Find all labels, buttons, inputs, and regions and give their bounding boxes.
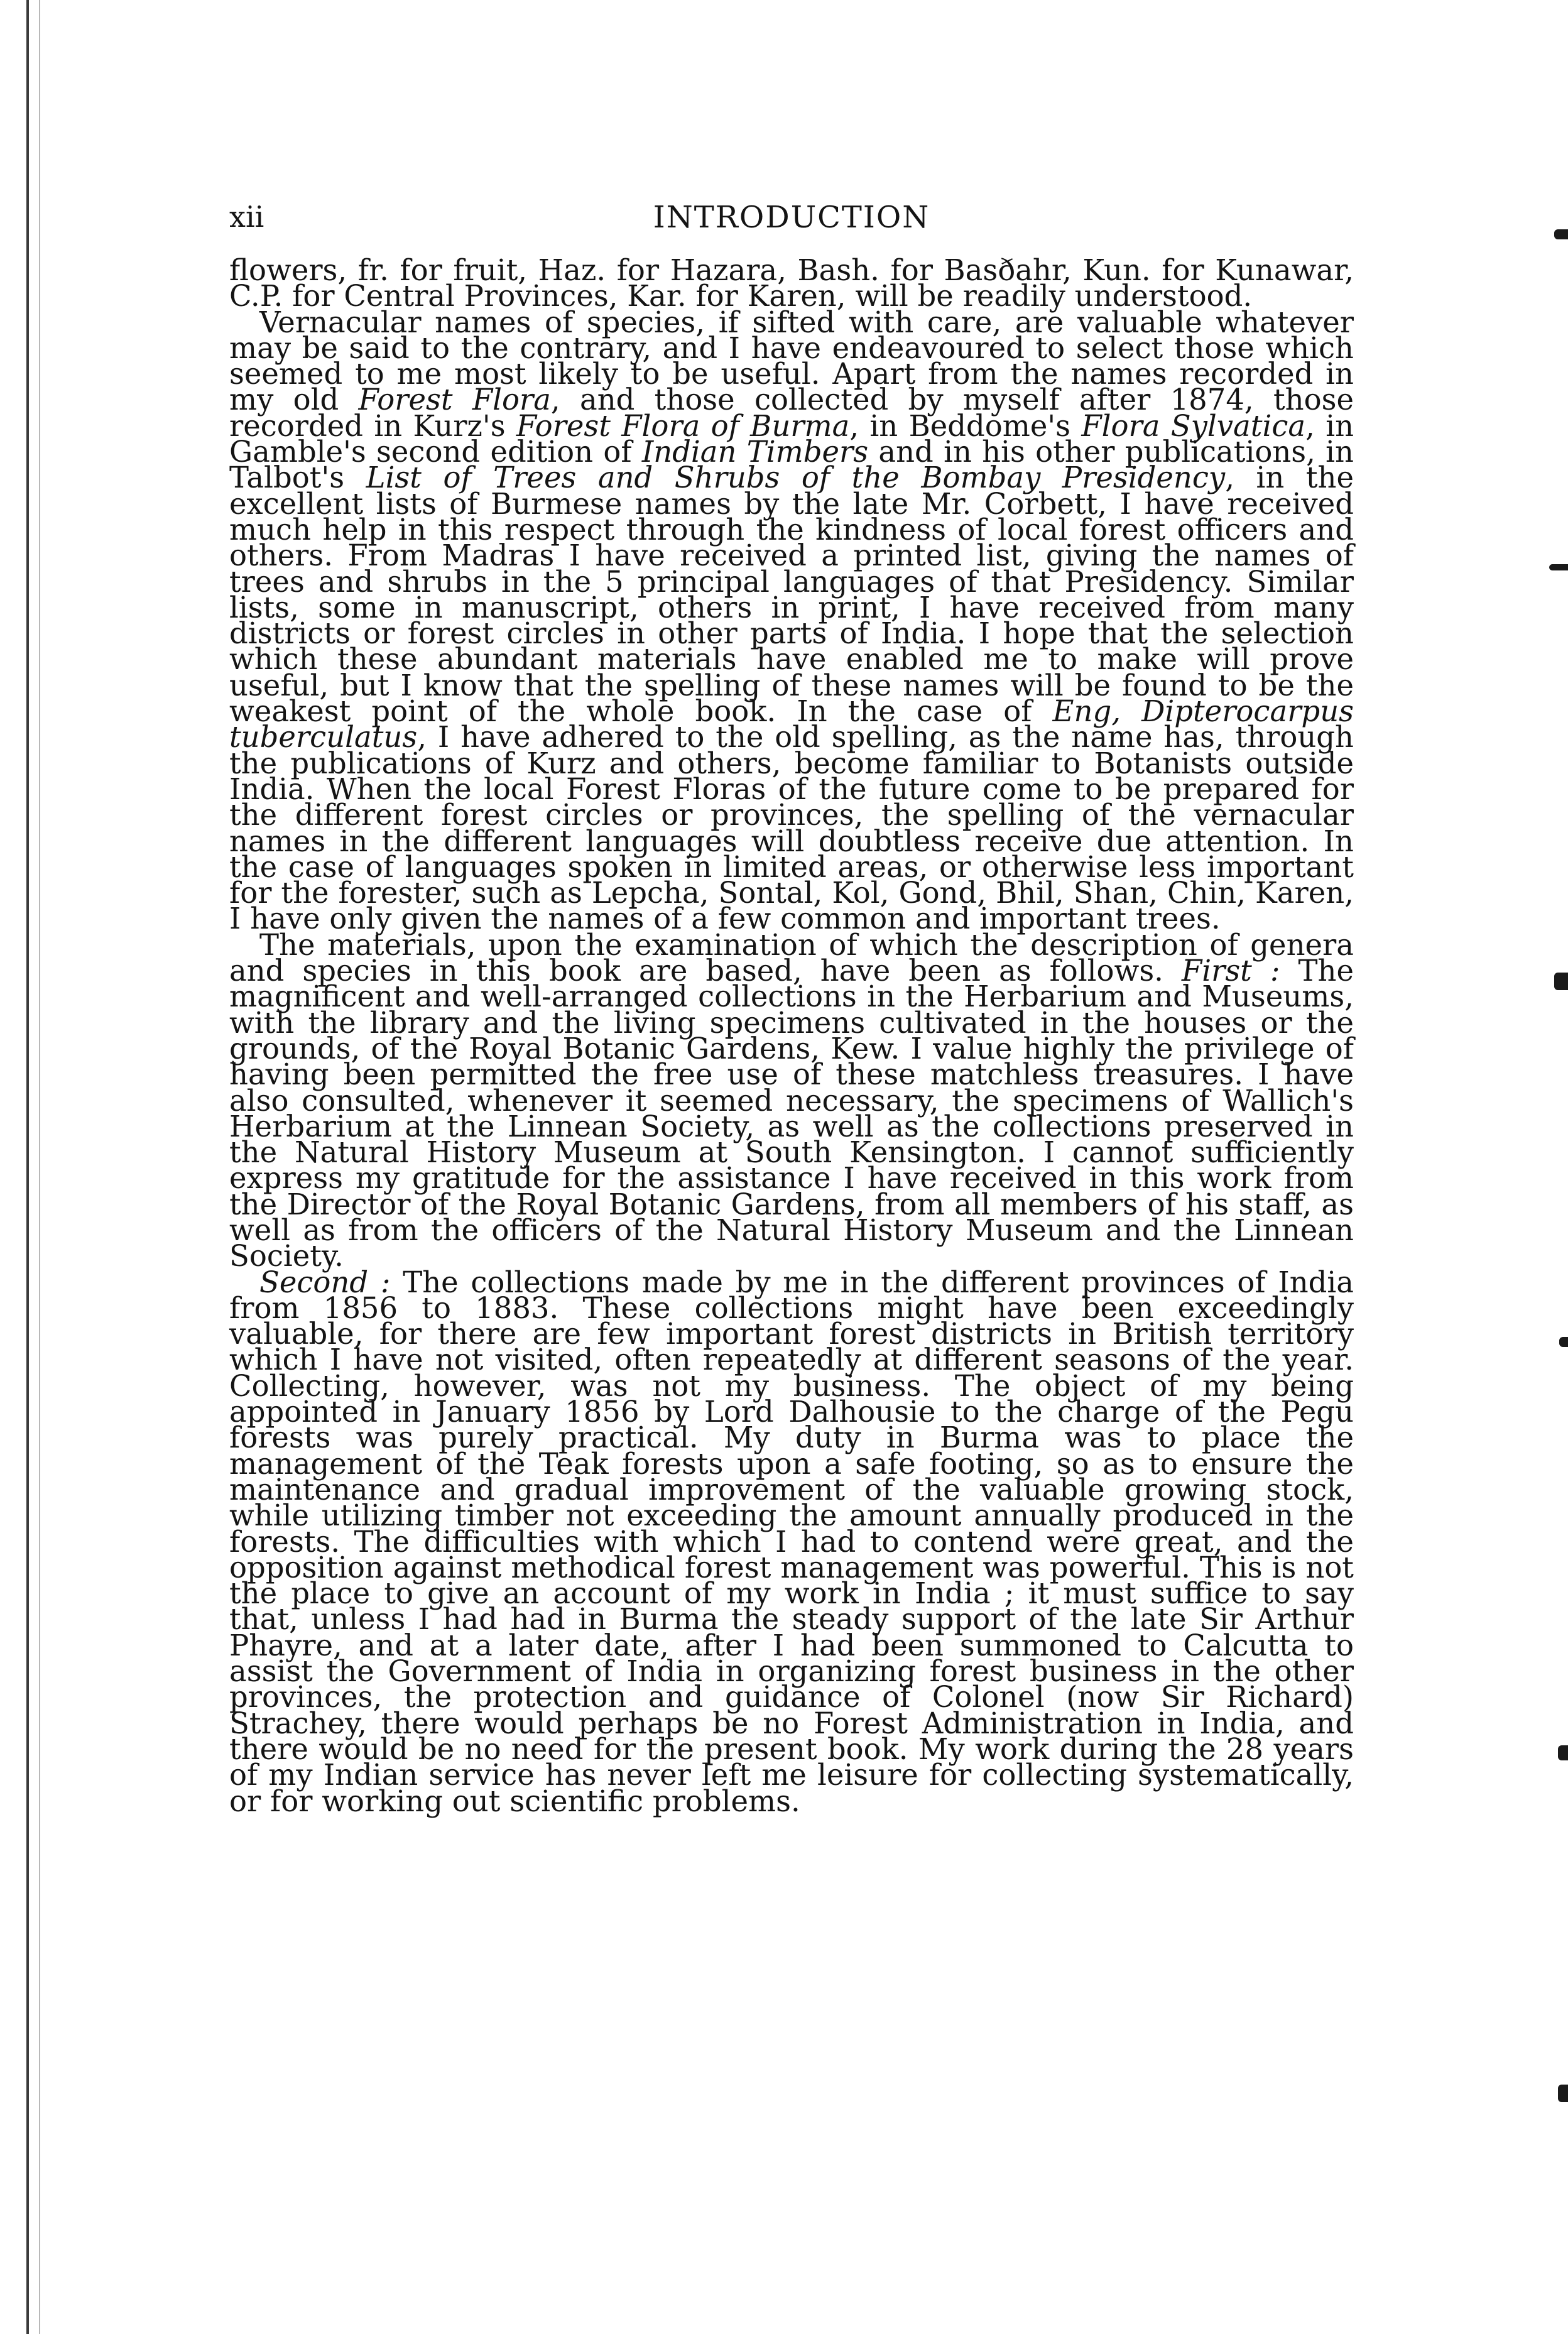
body-text bbox=[229, 253, 1354, 1818]
text-run: flowers, fr. for fruit, Haz. for Hazara, Bash. for Basðahr, Kun. for Kunawar, C.P. for Central Provinces, Kar. for Karen, will be readily understood. bbox=[229, 253, 1354, 314]
text-run: , and those collected by myself after 1874, those recorded in Kurz's bbox=[229, 383, 1354, 443]
italic-text: Forest Flora bbox=[358, 383, 551, 417]
paragraph bbox=[229, 927, 1354, 1273]
text-run: The collections made by me in the different provinces of India from 1856 to 1883. These collections might have been exceedingly valuable, for there are few important forest districts in British territory which I have not visited, often repeatedly at different seasons of the year. Collecting, however, was not my business. The object of my being appointed in January 1856 by Lord Dalhousie to the charge of the Pegu forests was purely practical. My duty in Burma was to place the management of the Teak forests upon a safe footing, so as to ensure the maintenance and gradual improvement of the valuable growing stock, while utilizing timber not exceeding the amount annually produced in the forests. The difficulties with which I had to contend were great, and the opposition against methodical forest management was powerful. This is not the place to give an account of my work in India ; it must suffice to say that, unless I had had in Burma the steady support of the late Sir Arthur Phayre, and at a later date, after I had been summoned to Calcutta to assist the Government of India in organizing forest business in the other provinces, the protection and guidance of Colonel (now Sir Richard) Strachey, there would perhaps be no Forest Administration in India, and there would be no need for the present book. My work during the 28 years of my Indian service has never left me leisure for collecting systematically, or for working out scientific problems. bbox=[229, 1265, 1354, 1818]
margin-mark bbox=[1554, 229, 1568, 239]
margin-mark bbox=[1549, 564, 1568, 570]
italic-text: List of Trees and Shrubs of the Bombay Presidency bbox=[366, 461, 1226, 495]
italic-text: Flora Sylvatica bbox=[1081, 408, 1306, 443]
page-header bbox=[229, 200, 1354, 237]
paragraph bbox=[229, 253, 1354, 314]
text-run: , in the excellent lists of Burmese names by the late Mr. Corbett, I have received much help in this respect through the kindness of local forest officers and others. From Madras I have received a printed list, giving the names of trees and shrubs in the 5 principal languages of that Presidency. Similar lists, some in manuscript, others in print, I have received from many districts or forest circles in other parts of India. I hope that the selection which these abundant materials have enabled me to make will prove useful, but I know that the spelling of these names will be found to be the weakest point of the whole book. In the case of bbox=[229, 461, 1354, 729]
italic-text: Forest Flora of Burma bbox=[516, 408, 850, 443]
text-run: The magnificent and well-arranged collections in the Herbarium and Museums, with the library and the living specimens cultivated in the houses or the grounds, of the Royal Botanic Gardens, Kew. I value highly the privilege of having been permitted the free use of these matchless treasures. I have also consulted, whenever it seemed necessary, the specimens of Wallich's Herbarium at the Linnean Society, as well as the collections preserved in the Natural History Museum at South Kensington. I cannot sufficiently express my gratitude for the assistance I have received in this work from the Director of the Royal Botanic Gardens, from all members of his staff, as well as from the officers of the Natural History Museum and the Linnean Society. bbox=[229, 954, 1354, 1273]
margin-mark bbox=[1559, 1337, 1568, 1347]
page-binding-shadow bbox=[39, 0, 40, 2334]
page-number: xii bbox=[229, 200, 264, 234]
italic-text: Eng, Dipterocarpus tuberculatus bbox=[229, 694, 1354, 755]
text-run: The materials, upon the examination of which the description of genera and species in this book are based, have been as follows. bbox=[229, 927, 1354, 988]
margin-mark bbox=[1558, 2085, 1568, 2102]
text-run: , I have adhered to the old spelling, as the name has, through the publications of Kurz and others, become familiar to Botanists outside India. When the local Forest Floras of the future come to be prepared for the different forest circles or provinces, the spelling of the vernacular names in the different languages will doubtless receive due attention. In the case of languages spoken in limited areas, or otherwise less important for the forester, such as Lepcha, Sontal, Kol, Gond, Bhil, Shan, Chin, Karen, I have only given the names of a few common and important trees. bbox=[229, 720, 1354, 936]
margin-mark bbox=[1554, 973, 1568, 990]
text-run: , in Beddome's bbox=[849, 408, 1082, 443]
italic-text: Second : bbox=[259, 1265, 391, 1299]
page-binding-edge bbox=[26, 0, 29, 2334]
text-run: , in Gamble's second edition of bbox=[229, 408, 1354, 469]
text-run: Vernacular names of species, if sifted with care, are valuable whatever may be said to the contrary, and I have endeavoured to select those which seemed to me most likely to be useful. Apart from the names recorded in my old bbox=[229, 305, 1354, 417]
italic-text: First : bbox=[1181, 954, 1280, 988]
paragraph bbox=[229, 305, 1354, 936]
margin-mark bbox=[1558, 1745, 1568, 1760]
paragraph bbox=[229, 1265, 1354, 1818]
italic-text: Indian Timbers bbox=[641, 435, 869, 469]
running-title: INTRODUCTION bbox=[653, 200, 930, 235]
text-run: and in his other publications, in Talbot's bbox=[229, 435, 1354, 495]
